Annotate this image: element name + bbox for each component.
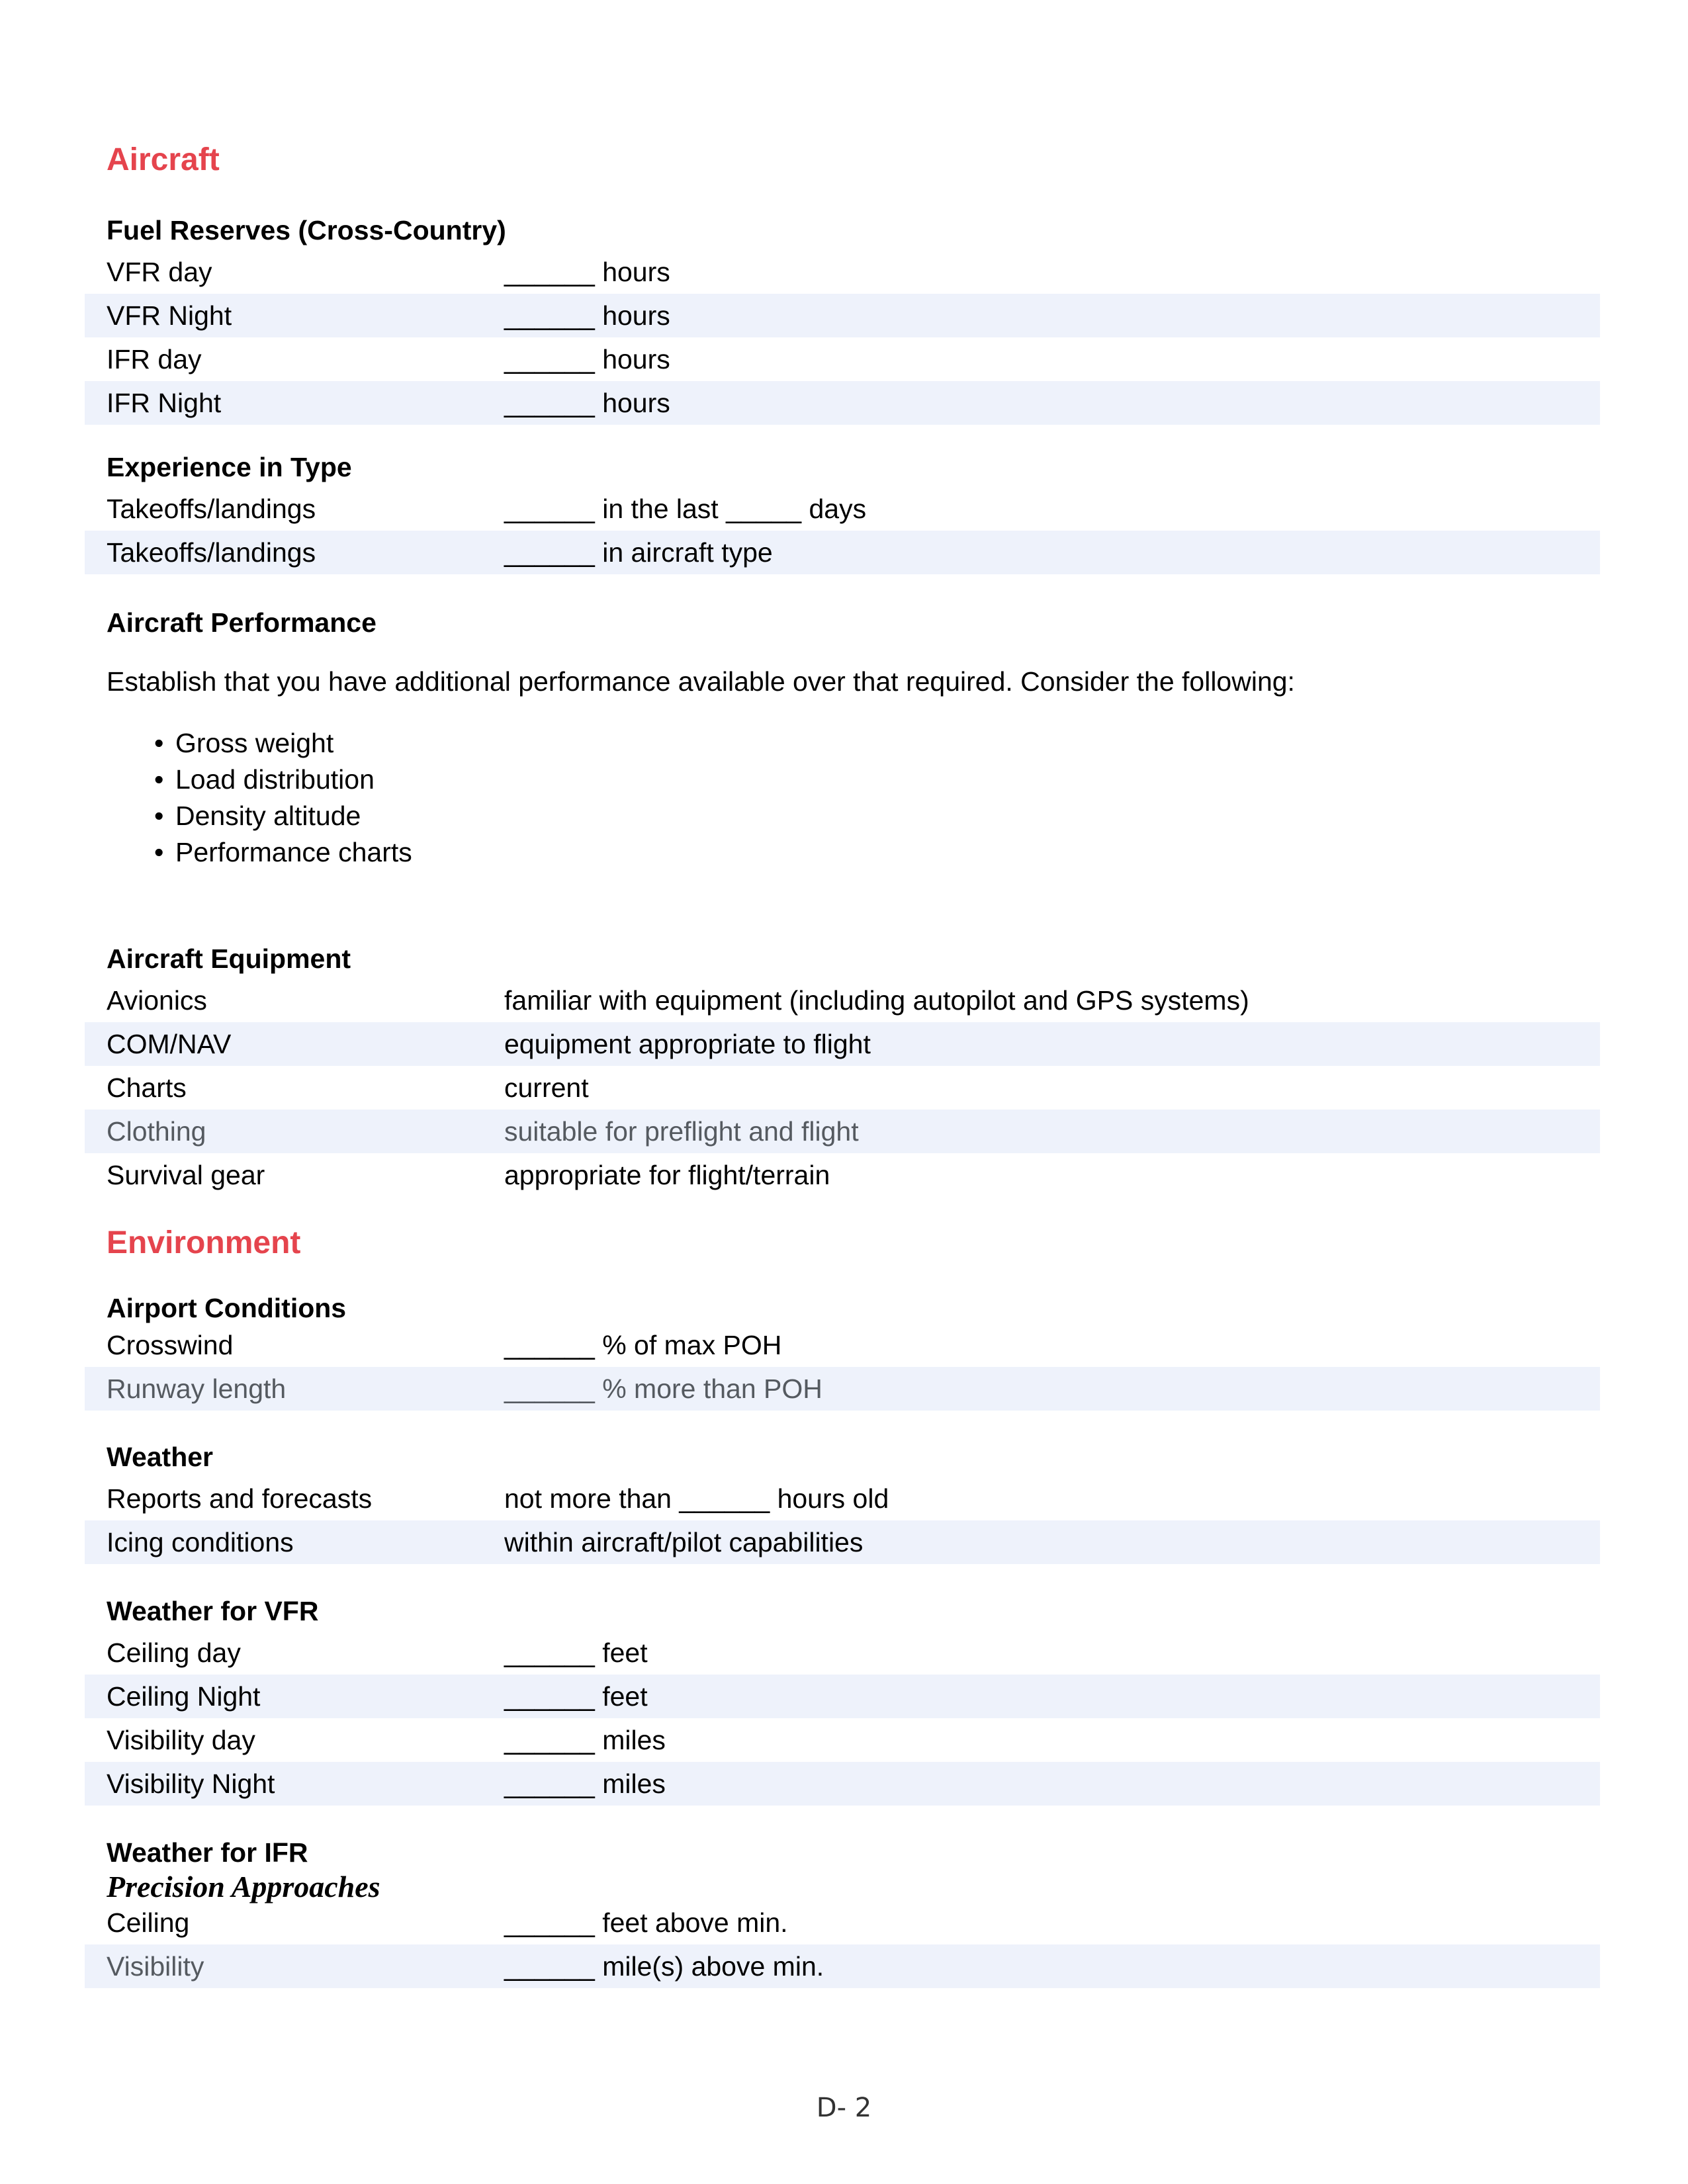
row-label: Clothing (107, 1116, 206, 1147)
row-label: Survival gear (107, 1160, 265, 1190)
row-value: ______ in the last _____ days (504, 494, 867, 524)
row-value: familiar with equipment (including autopilot and GPS systems) (504, 985, 1249, 1016)
list-item: • Load distribution (154, 762, 412, 798)
row-label: Runway length (107, 1374, 287, 1404)
heading-fuel-reserves: Fuel Reserves (Cross-Country) (107, 215, 506, 245)
row-label: Visibility day (107, 1725, 255, 1755)
performance-bullet-list (154, 725, 412, 871)
row-value: ______ hours (504, 344, 670, 374)
heading-airport-conditions: Airport Conditions (107, 1293, 347, 1323)
heading-aircraft-performance: Aircraft Performance (107, 607, 377, 638)
table-row (85, 1477, 1600, 1520)
table-row (85, 1153, 1600, 1197)
row-value: ______ miles (504, 1725, 666, 1755)
heading-experience-in-type: Experience in Type (107, 452, 352, 482)
performance-paragraph: Establish that you have additional performance available over that required. Consider the following: (107, 666, 1295, 697)
row-label: Ceiling day (107, 1638, 241, 1668)
row-label: Takeoffs/landings (107, 537, 316, 568)
row-value: current (504, 1072, 589, 1103)
row-value: equipment appropriate to flight (504, 1029, 871, 1059)
table-row (85, 1718, 1600, 1762)
row-value: suitable for preflight and flight (504, 1116, 859, 1147)
table-row (85, 1110, 1600, 1153)
row-label: VFR day (107, 257, 212, 287)
row-label: COM/NAV (107, 1029, 232, 1059)
heading-weather-vfr: Weather for VFR (107, 1596, 319, 1626)
row-label: Avionics (107, 985, 207, 1016)
row-value: ______ hours (504, 300, 670, 331)
table-row (85, 1944, 1600, 1988)
row-value: ______ feet (504, 1681, 648, 1712)
table-row (85, 1323, 1600, 1367)
row-value: ______ feet above min. (504, 1907, 788, 1938)
table-row (85, 1367, 1600, 1411)
section-title-environment: Environment (107, 1225, 301, 1260)
table-row (85, 337, 1600, 381)
heading-weather-ifr: Weather for IFR (107, 1837, 308, 1868)
table-row (85, 1675, 1600, 1718)
row-label: IFR Night (107, 388, 222, 418)
row-value: within aircraft/pilot capabilities (504, 1527, 864, 1557)
row-value: appropriate for flight/terrain (504, 1160, 830, 1190)
row-label: Crosswind (107, 1330, 234, 1360)
table-row (85, 250, 1600, 294)
section-title-aircraft: Aircraft (107, 142, 220, 177)
table-row (85, 381, 1600, 425)
table-row (85, 1631, 1600, 1675)
table-row (85, 1901, 1600, 1944)
row-label: Ceiling (107, 1907, 190, 1938)
row-label: Visibility (107, 1951, 204, 1982)
row-value: not more than ______ hours old (504, 1483, 889, 1514)
list-item: • Performance charts (154, 834, 412, 871)
list-item: • Gross weight (154, 725, 412, 762)
list-item: • Density altitude (154, 798, 412, 834)
table-row (85, 1066, 1600, 1110)
row-value: ______ % more than POH (504, 1374, 822, 1404)
row-label: Charts (107, 1072, 187, 1103)
subheading-precision-approaches: Precision Approaches (107, 1870, 380, 1903)
table-row (85, 1022, 1600, 1066)
row-label: Ceiling Night (107, 1681, 261, 1712)
row-label: IFR day (107, 344, 202, 374)
row-value: ______ % of max POH (504, 1330, 782, 1360)
page-number: D- 2 (816, 2093, 872, 2123)
table-row (85, 1520, 1600, 1564)
row-value: ______ feet (504, 1638, 648, 1668)
table-row (85, 979, 1600, 1022)
row-value: ______ miles (504, 1769, 666, 1799)
table-row (85, 531, 1600, 574)
table-row (85, 1762, 1600, 1806)
row-label: Reports and forecasts (107, 1483, 373, 1514)
row-label: Visibility Night (107, 1769, 275, 1799)
row-label: Takeoffs/landings (107, 494, 316, 524)
row-value: ______ hours (504, 257, 670, 287)
row-label: Icing conditions (107, 1527, 294, 1557)
row-value: ______ in aircraft type (504, 537, 773, 568)
heading-weather: Weather (107, 1442, 214, 1472)
row-value: ______ hours (504, 388, 670, 418)
table-row (85, 487, 1600, 531)
row-label: VFR Night (107, 300, 232, 331)
heading-aircraft-equipment: Aircraft Equipment (107, 943, 351, 974)
row-value: ______ mile(s) above min. (504, 1951, 824, 1982)
table-row (85, 294, 1600, 337)
